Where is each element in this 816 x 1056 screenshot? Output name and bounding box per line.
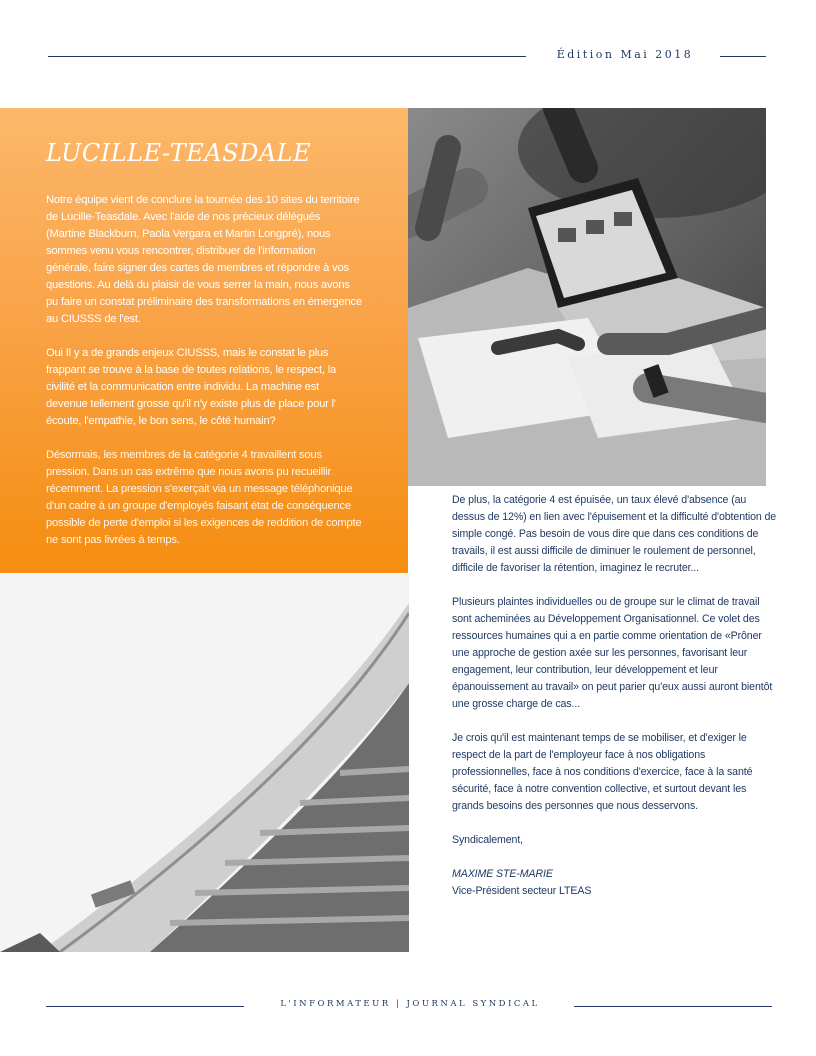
left-paragraph-3: Désormais, les membres de la catégorie 4 travaillent sous pression. Dans un cas extrême que nous avons pu recueillir récemment. La pression s'exerçait via un message téléphonique d'un cadre à un groupe d'employés faisant état de conséquence possible de perte d'emploi si les exigences de reddition de compte ne sont pas livrées à temps. [46, 449, 362, 546]
footer-publication: L'INFORMATEUR | JOURNAL SYNDICAL [280, 999, 540, 1009]
closing-salutation: Syndicalement, [452, 834, 524, 846]
meeting-photo-illustration [408, 108, 766, 486]
building-photo [0, 573, 409, 952]
left-paragraph-1: Notre équipe vient de conclure la tournée des 10 sites du territoire de Lucille-Teasdale. Avec l'aide de nos précieux délégués (Martine Blackburn, Paola Vergara et Martin Longpré), nous sommes venu vous rencontrer, distribuer de l'information générale, faire signer des cartes de membres et répondre à vos questions. Au delà du plaisir de vous serrer la main, nous avons pu faire un constat préliminaire des transformations en émergence au CIUSSS de l'est. [46, 194, 362, 325]
right-paragraph-1: De plus, la catégorie 4 est épuisée, un taux élevé d'absence (au dessus de 12%) en lien avec l'épuisement et la difficulté d'obtention de simple congé. Pas besoin de vous dire que dans ces conditions de travails, il est aussi difficile de diminuer le roulement de personnel, difficile de favoriser la rétention, imaginez le recruter... [452, 494, 777, 574]
signature-title: Vice-Président secteur LTEAS [452, 885, 592, 897]
article-intro-panel [0, 108, 408, 573]
right-paragraph-3: Je crois qu'il est maintenant temps de se mobiliser, et d'exiger le respect de la part de l'employeur face à nos obligations professionnelles, face à nos conditions d'exercice, face à la santé sécurité, face à notre convention collective, et surtout devant les grands besoins des personnes que nous desservons. [452, 732, 753, 812]
right-paragraph-2: Plusieurs plaintes individuelles ou de groupe sur le climat de travail sont acheminées au Développement Organisationnel. Ce volet des ressources humaines qui a en partie comme orientation de «Prôner une approche de gestion axée sur les personnes, favorisant leur engagement, leur contribution, leur développement et leur épanouissement au travail» on peut parier qu'eux aussi auront bientôt une grosse charge de cas... [452, 596, 773, 710]
meeting-photo [408, 108, 766, 486]
footer-rule-right [574, 1006, 772, 1007]
left-paragraph-2: Oui Il y a de grands enjeux CIUSSS, mais le constat le plus frappant se trouve à la base de toutes relations, le respect, la civilité et la communication entre individu. La machine est devenue tellement grosse qu'il n'y existe plus de place pour l' écoute, l'empathie, le bon sens, le côté humain? [46, 347, 337, 427]
header-rule-right [720, 56, 766, 57]
building-photo-illustration [0, 573, 409, 952]
article-title: LUCILLE-TEASDALE [46, 139, 312, 167]
edition-label: Édition Mai 2018 [556, 48, 694, 61]
signature-name: MAXIME STE-MARIE [452, 868, 553, 880]
article-continuation [452, 492, 777, 900]
header-rule-left [48, 56, 526, 57]
footer-rule-left [46, 1006, 244, 1007]
